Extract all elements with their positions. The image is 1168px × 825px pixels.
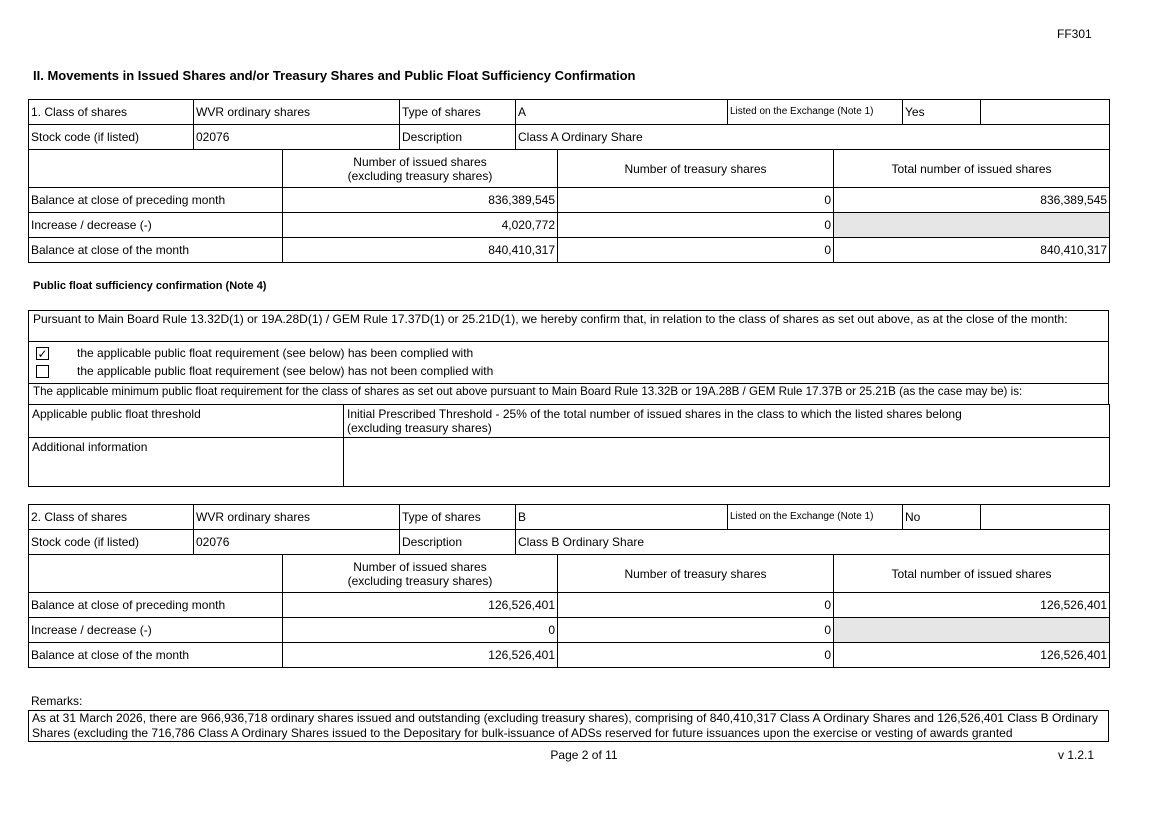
row-label: Increase / decrease (-) — [29, 213, 283, 238]
col-treasury-header: Number of treasury shares — [558, 150, 834, 188]
stock-code-value: 02076 — [194, 125, 400, 150]
page-number: Page 2 of 11 — [550, 748, 618, 762]
table-row — [29, 213, 1110, 238]
threshold-value: Initial Prescribed Threshold - 25% of the total number of issued shares in the class to which the listed shares belong (excluding treasury shares) — [344, 405, 1110, 438]
col-total-header: Total number of issued shares — [834, 150, 1110, 188]
treasury-value: 0 — [558, 643, 834, 668]
public-float-title: Public float sufficiency confirmation (Note 4) — [33, 280, 267, 292]
table-row — [29, 238, 1110, 263]
col-treasury-header: Number of treasury shares — [558, 555, 834, 593]
treasury-value: 0 — [558, 618, 834, 643]
type-label: Type of shares — [400, 100, 516, 125]
issued-value: 0 — [283, 618, 558, 643]
description-value: Class B Ordinary Share — [516, 530, 1110, 555]
requirement-text: The applicable minimum public float requirement for the class of shares as set out above pursuant to Main Board Rule 13.32B or 19A.28B / GEM Rule 17.37B or 25.21B (as the case may be) is: — [28, 383, 1109, 405]
table-row — [29, 593, 1110, 618]
treasury-value: 0 — [558, 593, 834, 618]
col-total-header: Total number of issued shares — [834, 555, 1110, 593]
treasury-value: 0 — [558, 188, 834, 213]
issued-value: 126,526,401 — [283, 593, 558, 618]
class-value: WVR ordinary shares — [194, 505, 400, 530]
additional-info-value — [344, 438, 1110, 487]
class-label: 1. Class of shares — [29, 100, 194, 125]
row-label: Balance at close of the month — [29, 643, 283, 668]
not-complied-checkbox[interactable] — [36, 365, 49, 378]
treasury-value: 0 — [558, 238, 834, 263]
row-label: Balance at close of the month — [29, 238, 283, 263]
total-value: 836,389,545 — [834, 188, 1110, 213]
stock-code-label: Stock code (if listed) — [29, 530, 194, 555]
remarks-label: Remarks: — [31, 694, 83, 708]
issued-value: 126,526,401 — [283, 643, 558, 668]
total-value: 840,410,317 — [834, 238, 1110, 263]
class-value: WVR ordinary shares — [194, 100, 400, 125]
row-label: Increase / decrease (-) — [29, 618, 283, 643]
listed-label: Listed on the Exchange (Note 1) — [728, 100, 903, 125]
class-label: 2. Class of shares — [29, 505, 194, 530]
listed-value: Yes — [903, 100, 981, 125]
threshold-label: Applicable public float threshold — [29, 405, 344, 438]
table-row — [29, 618, 1110, 643]
version-label: v 1.2.1 — [1058, 748, 1095, 762]
complied-option-label: the applicable public float requirement (see below) has been complied with — [77, 346, 474, 360]
complied-checkbox[interactable]: ✓ — [37, 346, 48, 361]
issued-value: 840,410,317 — [283, 238, 558, 263]
description-label: Description — [400, 530, 516, 555]
col-issued-header: Number of issued shares (excluding treasury shares) — [283, 150, 558, 188]
issued-value: 836,389,545 — [283, 188, 558, 213]
total-value: 126,526,401 — [834, 643, 1110, 668]
total-value: 126,526,401 — [834, 593, 1110, 618]
form-code: FF301 — [1057, 27, 1092, 41]
table-row — [29, 643, 1110, 668]
section-title: II. Movements in Issued Shares and/or Treasury Shares and Public Float Sufficiency Confirmation — [33, 68, 636, 83]
not-complied-option-label: the applicable public float requirement (see below) has not been complied with — [77, 364, 494, 378]
type-label: Type of shares — [400, 505, 516, 530]
remarks-text: As at 31 March 2026, there are 966,936,718 ordinary shares issued and outstanding (excluding treasury shares), comprising of 840,410,317 Class A Ordinary Shares and 126,526,401 Class B Ordinary Shares (excluding the 716,786 Class A Ordinary Shares issued to the Depositary for bulk-issuance of ADSs reserved for future issuances upon the exercise or vesting of awards granted — [28, 710, 1109, 742]
listed-label: Listed on the Exchange (Note 1) — [728, 505, 903, 530]
table-row — [29, 188, 1110, 213]
issued-value: 4,020,772 — [283, 213, 558, 238]
treasury-value: 0 — [558, 213, 834, 238]
listed-value: No — [903, 505, 981, 530]
stock-code-label: Stock code (if listed) — [29, 125, 194, 150]
public-float-intro: Pursuant to Main Board Rule 13.32D(1) or 19A.28D(1) / GEM Rule 17.37D(1) or 25.21D(1), we hereby confirm that, in relation to the class of shares as set out above, as at the close of the month: — [28, 310, 1109, 342]
type-value: A — [516, 100, 728, 125]
additional-info-label: Additional information — [29, 438, 344, 487]
description-value: Class A Ordinary Share — [516, 125, 1110, 150]
col-issued-header: Number of issued shares (excluding treasury shares) — [283, 555, 558, 593]
row-label: Balance at close of preceding month — [29, 593, 283, 618]
type-value: B — [516, 505, 728, 530]
stock-code-value: 02076 — [194, 530, 400, 555]
row-label: Balance at close of preceding month — [29, 188, 283, 213]
description-label: Description — [400, 125, 516, 150]
